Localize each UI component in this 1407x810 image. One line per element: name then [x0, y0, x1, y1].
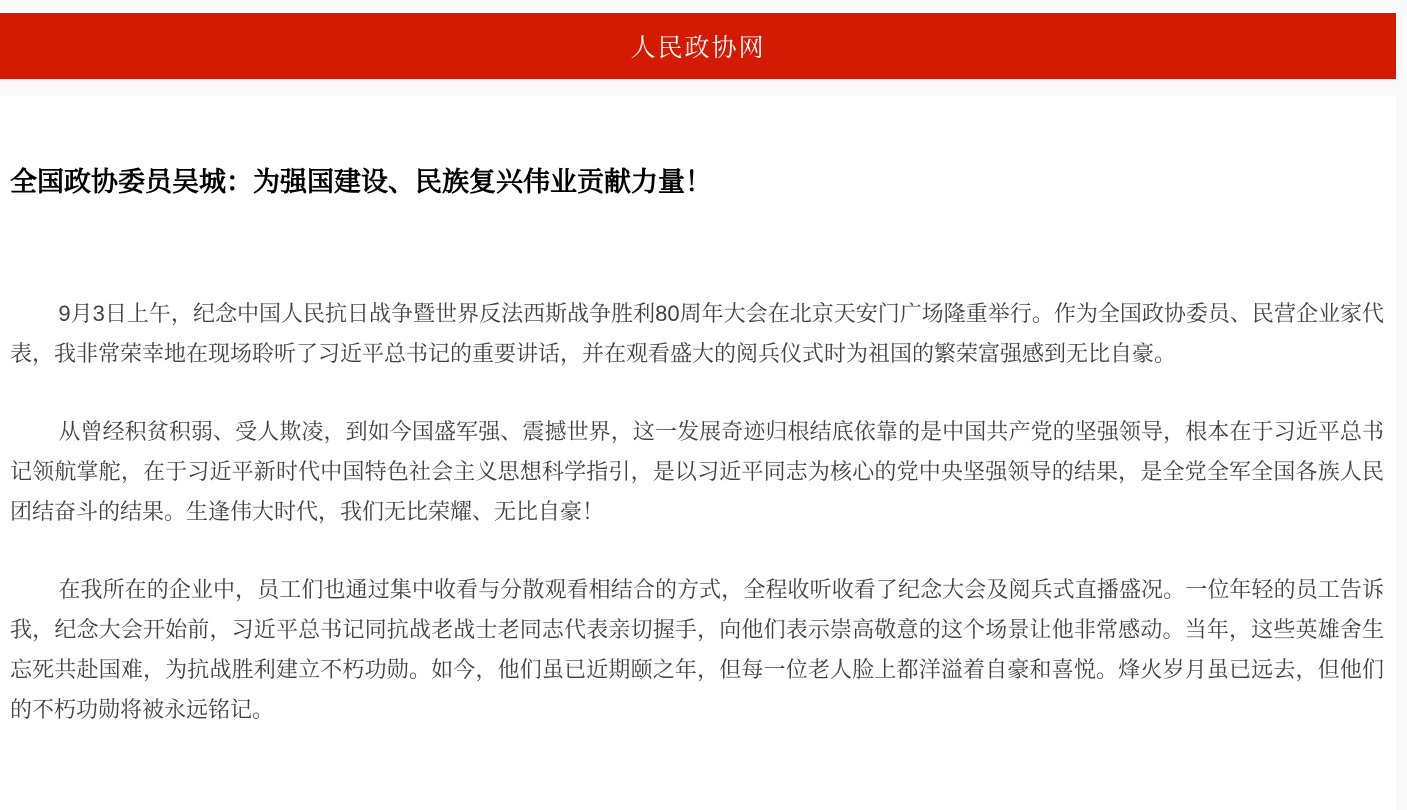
article-paragraph: 9月3日上午，纪念中国人民抗日战争暨世界反法西斯战争胜利80周年大会在北京天安门广场隆重举行。作为全国政协委员、民营企业家代表，我非常荣幸地在现场聆听了习近平总书记的重要讲话，并在观看盛大的阅兵仪式时为祖国的繁荣富强感到无比自豪。	[10, 301, 1384, 366]
top-strip	[0, 0, 1396, 13]
article-paragraph: 在我所在的企业中，员工们也通过集中收看与分散观看相结合的方式，全程收听收看了纪念大会及阅兵式直播盛况。一位年轻的员工告诉我，纪念大会开始前，习近平总书记同抗战老战士老同志代表亲切握手，向他们表示崇高敬意的这个场景让他非常感动。当年，这些英雄舍生忘死共赴国难，为抗战胜利建立不朽功勋。如今，他们虽已近期颐之年，但每一位老人脸上都洋溢着自豪和喜悦。烽火岁月虽已远去，但他们的不朽功勋将被永远铭记。	[10, 577, 1384, 722]
article-content	[0, 96, 1396, 810]
header-gap	[0, 79, 1396, 96]
article-paragraph: 从曾经积贫积弱、受人欺凌，到如今国盛军强、震撼世界，这一发展奇迹归根结底依靠的是中国共产党的坚强领导，根本在于习近平总书记领航掌舵，在于习近平新时代中国特色社会主义思想科学指引，是以习近平同志为核心的党中央坚强领导的结果，是全党全军全国各族人民团结奋斗的结果。生逢伟大时代，我们无比荣耀、无比自豪！	[10, 419, 1384, 524]
site-header	[0, 13, 1396, 79]
site-title-link[interactable]: 人民政协网	[630, 34, 766, 62]
article-title: 全国政协委员吴城：为强国建设、民族复兴伟业贡献力量！	[10, 167, 712, 197]
article-body	[10, 294, 1384, 730]
